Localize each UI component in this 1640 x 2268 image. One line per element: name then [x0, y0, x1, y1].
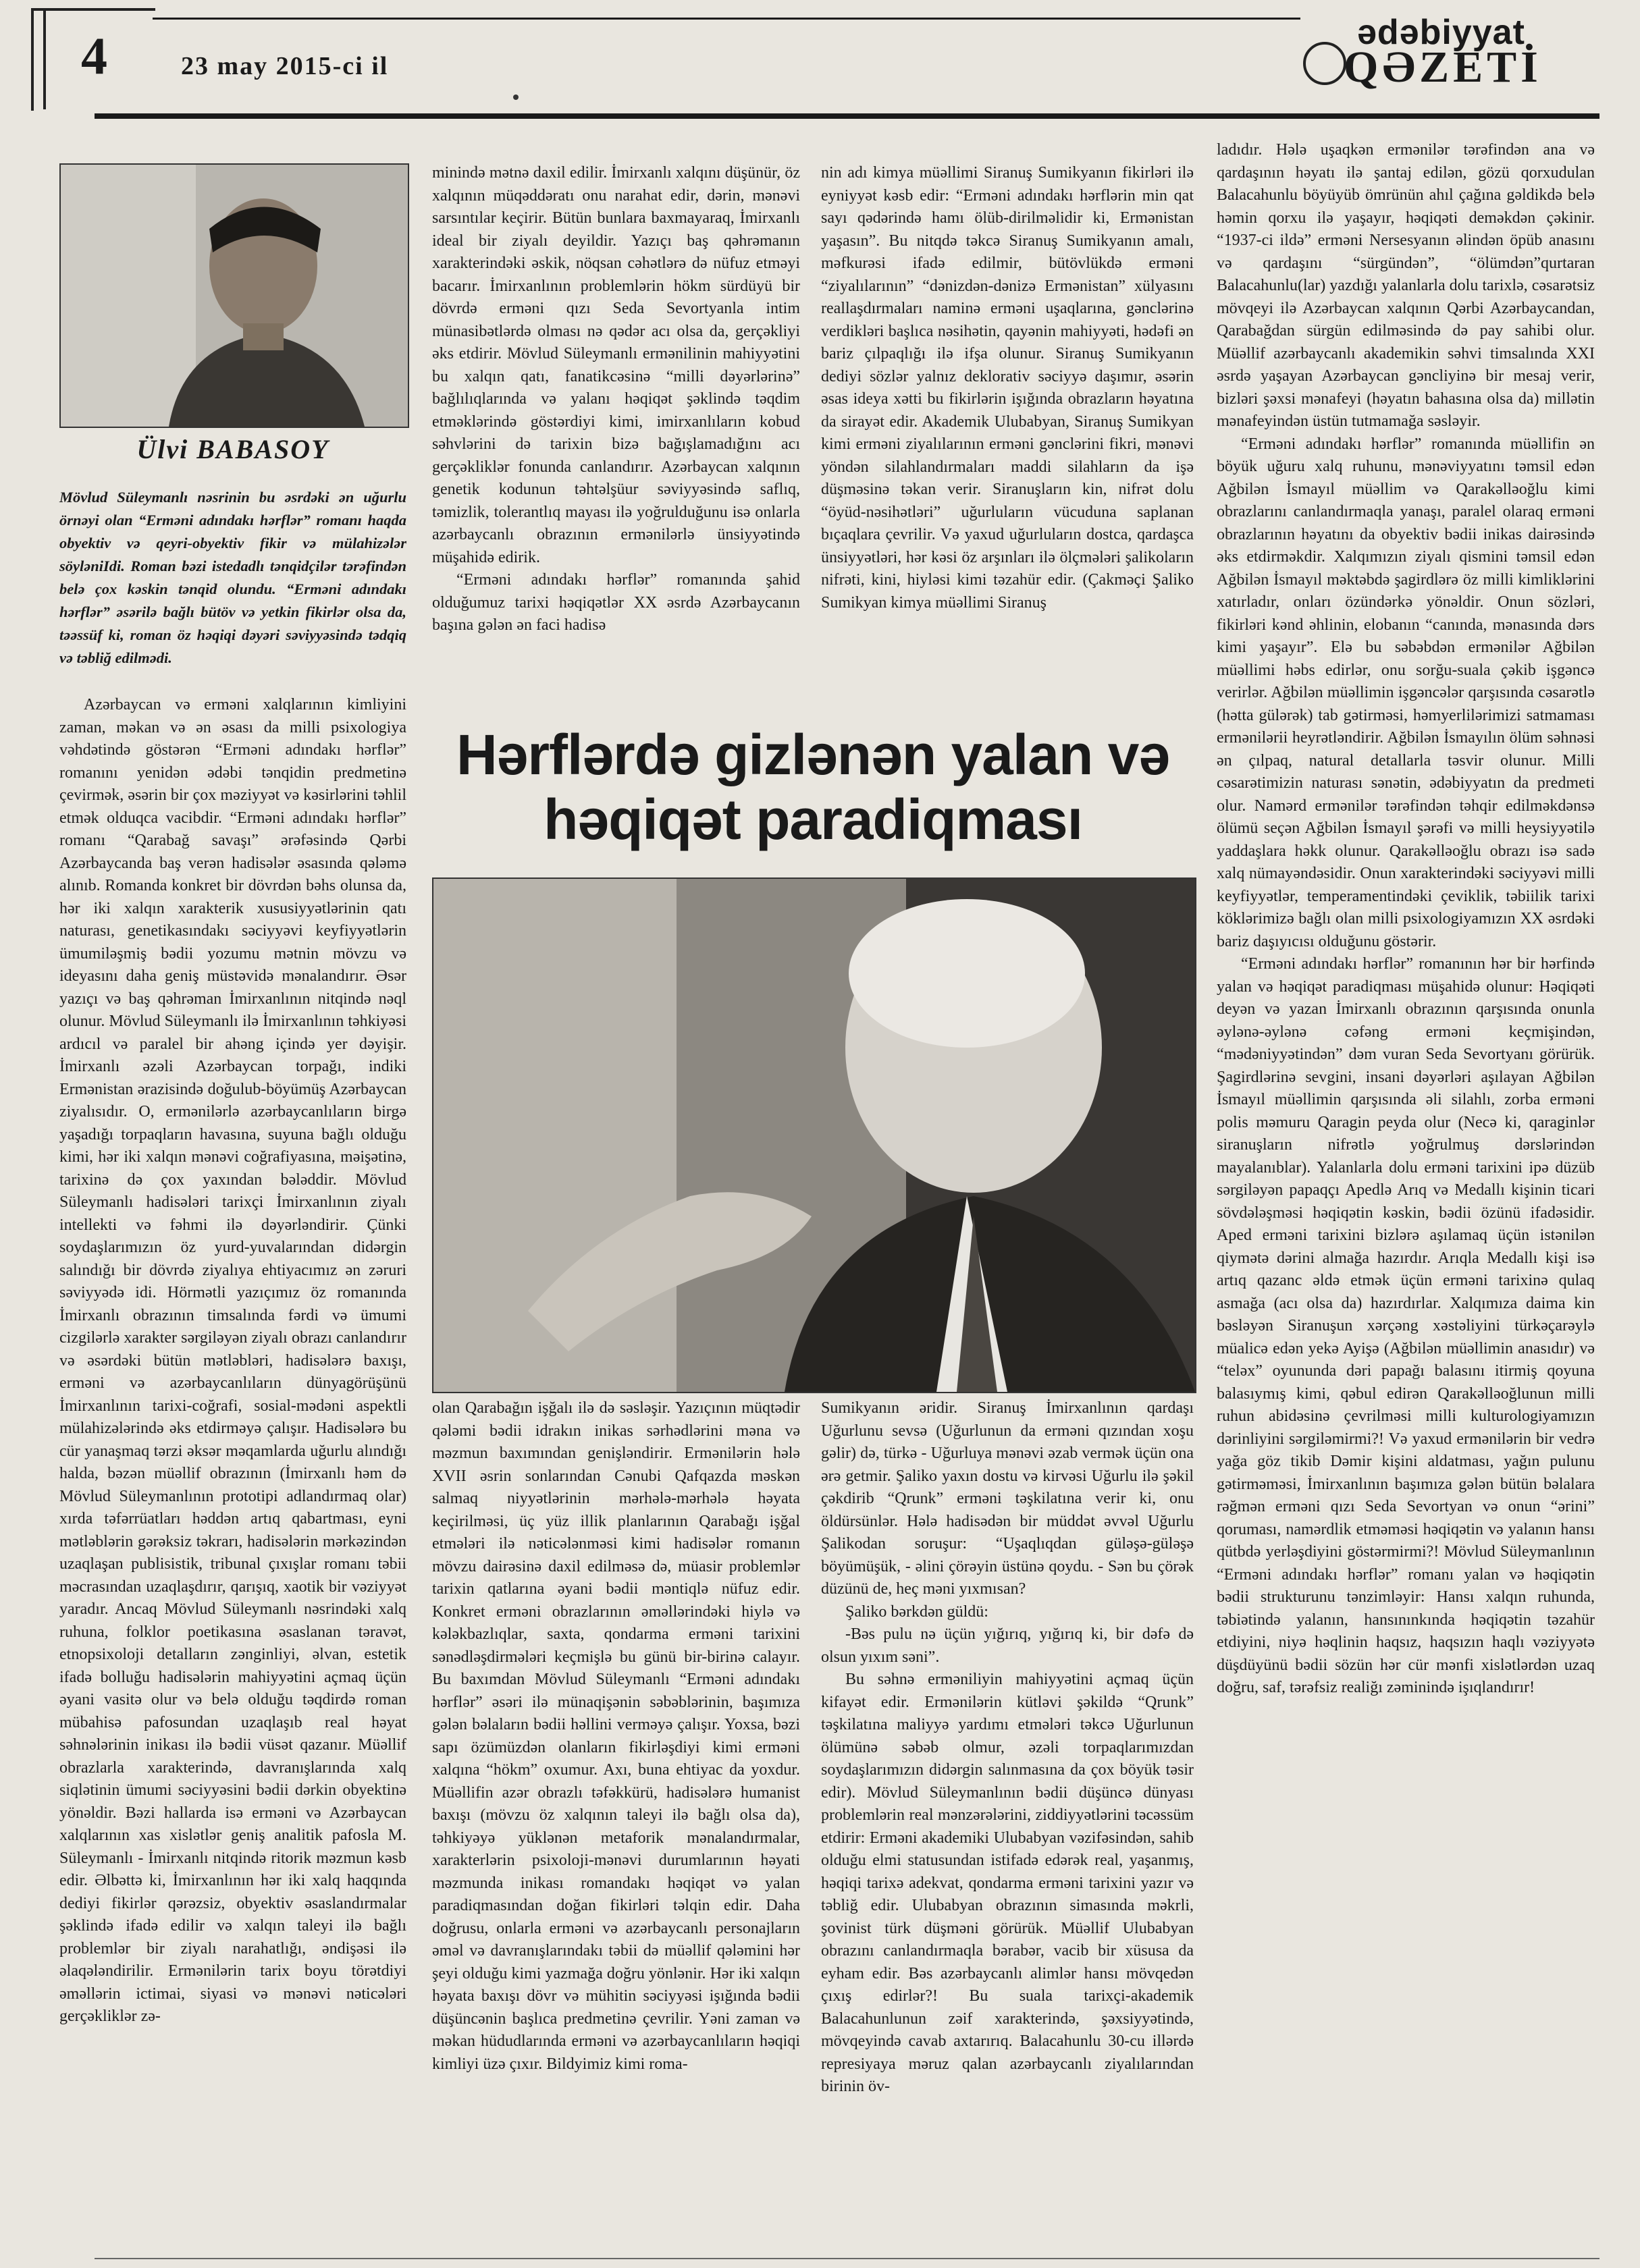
issue-date: 23 may 2015-ci il	[181, 52, 389, 80]
masthead-title-bottom: QƏZETİ	[1344, 43, 1542, 92]
article-lead: Mövlud Süleymanlı nəsrinin bu əsrdəki ən uğurlu örnəyi olan “Erməni adındakı hərflər” romanı haqda obyektiv və qeyri-obyektiv fikir və mülahizələr söyləniIdi. Roman bəzi istedadlı tənqidçilər tərəfindən belə çox kəskin tənqid olundu. “Erməni adındakı hərflər” əsərilə bağlı bütöv və yetkin fikirlər olsa da, təəssüf ki, roman öz həqiqi dəyəri səviyyəsində tədqiq və təbliğ edilmədi.	[59, 489, 406, 666]
article-column-2-bottom	[432, 1397, 800, 2251]
portrait-photo-icon	[433, 879, 1195, 1392]
article-column-2-top	[432, 162, 800, 722]
paragraph: ladıdır. Hələ uşaqkən ermənilər tərəfindən ana və qardaşının həyatı ilə şantaj edilən, gözü qorxudulan Balacahunlu böyüyüb ömrünün ahıl çağına gəldikdə belə həmin qorxu ilə yaşayır, həqiqəti deməkdən çəkinir. “1937-ci ildə” erməni Nersesyanın əlindən öpüb anasını və qardaşını “sürgündən”, “ölümdən”qurtaran Balacahunlu(lar) yazdığı yalanlarla dolu tarixlə, cəsarətsiz mövqeyi ilə Azərbaycan xalqının Qərbi Azərbaycandan, Qarabağdan sürgün edilməsində də pay sahibi olur. Müəllif azərbaycanlı akademikin səhvi timsalında XXI əsrdə yaşayan Azərbaycan gəncliyinə bir mesaj verir, bizləri şəxsi mənafeyi (həyatın bahasına olsa da) millətin mənafeyindən üstün tutmamağa səsləyir.	[1217, 141, 1595, 430]
article-column-4	[1217, 139, 1595, 2252]
masthead-emblem-icon	[1303, 42, 1346, 85]
author-byline: Ülvi BABASOY	[136, 434, 329, 464]
ink-dot	[513, 94, 519, 100]
main-photo	[432, 878, 1196, 1393]
top-rule	[153, 18, 1300, 20]
masthead-title-top: ədəbiyyat	[1357, 13, 1525, 52]
paragraph: Sumikyanın əridir. Siranuş İmirxanlının qardaşı Uğurlunu sevsə (Uğurlunun da erməni qızından xoşu gəlir) də, türkə - Uğurluya mənəvi əzab vermək üçün ona ərə getmir. Şaliko yaxın dostu və kirvəsi Uğurlu ilə şəkil çəkdirib “Qrunk” erməni təşkilatına verir ki, onu öldürsünlər. Hələ hadisədən bir müddət əvvəl Uğurlu Şalikodan soruşur: “Uşaqlıqdan güləşə-güləşə böyümüşük, - əlini çörəyin üstünə qoydu. - Sən bu çörək düzünü de, heç məni yıxmısan?	[821, 1399, 1194, 1598]
footer-rule	[95, 2258, 1599, 2259]
header-rule	[95, 113, 1599, 119]
article-headline: Hərflərdə gizlənən yalan və həqiqət paradiqması	[456, 723, 1170, 851]
article-column-1	[59, 694, 406, 2246]
paragraph: “Erməni adındakı hərflər” romanının hər bir hərfində yalan və həqiqət paradiqması müşahidə olunur: Həqiqəti deyən və yazan İmirxanlı obrazının qarşısında onunla əylənə-əylənə cəfəng erməni keçmişindən, “mədəniyyətindən” dəm vuran Seda Sevortyanı görürük. Şagirdlərinə sevgini, insani dəyərləri aşılayan Ağbilən İsmayıl müəllimin qarşısında əli silahlı, zorba erməni polis məmuru Qaragin peyda olur (Necə ki, qaraginlər siranuşların nifrətlə yoğrulmuş dərslərindən mayalanıblar). Yalanlarla dolu erməni tarixini ipə düzüb sərgiləyən papaqçı Apedlə Arıq və Medallı kişinin ticari sövdələşməsi həqiqətin kəskin, bədii özünü ifadəsidir. Aped erməni tarixini bizlərə aşılamaq üçün istənilən qiymətə dərini almağa hazırdır. Arıqla Medallı kişi isə artıq qazanc əldə etmək üçün erməni tarixinə qulaq asmağa (acı olsa da) hazırdırlar. Xalqımıza daima kin bəsləyən Siranuşun xərçəng xəstəliyini türkəçarəylə müalicə edən yekə Ayişə (Ağbilən müəllimin anasıdır) və “teləx” oyununda dəri papağı balasını itirmiş qoyuna balasıymış kimi, qəbul edirən Qarakəlləoğlunun milli ruhun abidəsinə çevrilməsi milli kulturologiyamızın dərinliyini sərgiləmirmi?! Və yaxud ermənilərin bir vedrə yağa göz tikib Dəmir kişini aldatması, yağın pulunu gətirməməsi, İmirxanlının başımıza gələn bütün bəlalara rəğmən erməni qızı Seda Sevortyan və onun “ərini” qoruması, namərdlik etməməsi həqiqətin və yalanın hansı qütbdə yerləşdiyini göstərmirmi?! Mövlud Süleymanlının “Erməni adındakı hərflər” romanı yalan və həqiqətin bədii strukturunu tənzimləyir: Hansı xalqın ruhunda, təbiətində yalanın, hansınınkında həqiqətin təzahür etdiyini, niyə həqlinin haqsız, haqsızın haqlı vəziyyətə düşdüyünü bədii sözün hər cür mənfi xislətlərdən uzaq doğru, saf, tərəfsiz realiğı zəminində işıqlandırır!	[1217, 955, 1595, 1696]
author-photo	[59, 163, 409, 428]
article-column-3-top	[821, 162, 1194, 722]
article-column-3-bottom	[821, 1397, 1194, 2251]
paragraph: “Erməni adındakı hərflər” romanında şahid olduğumuz tarixi həqiqətlər XX əsrdə Azərbaycanın başına gələn ən faci hadisə	[432, 571, 800, 634]
author-portrait-icon	[61, 165, 408, 427]
paragraph: minində mətnə daxil edilir. İmirxanlı xalqını düşünür, öz xalqının müqəddəratı onu narahat edir, dərin, mənəvi sarsıntılar keçirir. Bütün bunlara baxmayaraq, İmirxanlı ideal bir ziyalı deyildir. Yazıçı baş qəhrəmanın xarakterindəki əskik, nöqsan cəhətlərə də nüfuz etməyi bacarır. İmirxanlının problemlərin hökm sürdüyü bir dövrdə erməni qızı Seda Sevortyanla intim münasibətlərdə olması nə qədər acı olsa da, gerçəkliyi əks etdirir. Mövlud Süleymanlı ermənilinin mahiyyətini bu xalqın qatı, fanatikcəsinə “milli dəyərlərinə” bağlılıqlarında və yalanı həqiqət şəklində təqdim etməklərində göstərdiyi kimi, imirxanlıların kobud səhvlərini də tarixin bizə bağışlamadığını acı gerçəkliklər fonunda canlandırır. Azərbaycan xalqının genetik kodunun təhtəlşüur səviyyəsində saflıq, təmizlik, tolerantlıq mayası ilə yoğrulduğunu isə onlarla azərbaycanlı obrazının ermənilərlə ünsiyyətində müşahidə edirik.	[432, 164, 800, 566]
paragraph: Şaliko bərkdən güldü:	[845, 1602, 988, 1621]
paragraph: Bu səhnə erməniliyin mahiyyətini açmaq üçün kifayət edir. Ermənilərin kütləvi şəkildə “Qrunk” təşkilatına maliyyə yardımı etmələri təkcə Uğurlunun ölümünə səbəb olmur, əzəli torpaqlarımızdan soydaşlarımızın didərgin salınmasına da çox böyük təsir edir). Mövlud Süleymanlının bədii düşüncə dünyası problemlərin real mənzərələrini, ziddiyyətlərini təcəssüm etdirir: Erməni akademiki Ulubabyan vəzifəsindən, sahib olduğu elmi statusundan istifadə edərək real, yaşanmış, həqiqi tarixə adekvat, qondarma erməni tarixini yazır və təbliğ edir. Ulubabyan obrazının simasında məkrli, şovinist türk düşməni görürük. Müəllif Ulubabyan obrazını canlandırmaqla bərabər, vacib bir xüsusa da eyham edir. Bəs azərbaycanlı alimlər hansı mövqedən çıxış edirlər?! Bu suala tarixçi-akademik Balacahunlunun zəif xarakterində, şəxsiyyətində, mövqeyində cavab axtarırıq. Balacahunlu 30-cu illərdə represiyaya məruz qalan azərbaycanlı ziyalılarından birinin öv-	[821, 1671, 1194, 2095]
page-number: 4	[81, 26, 107, 85]
paragraph: -Bəs pulu nə üçün yığırıq, yığırıq ki, bir dəfə də olsun yıxım səni”.	[821, 1625, 1194, 1666]
paragraph: Azərbaycan və erməni xalqlarının kimliyini zaman, məkan və ən əsası da milli psixologiya vəhdətində göstərən “Erməni adındakı hərflər” romanını yenidən ədəbi tənqidin predmetinə çevirmək, əsərin bir çox məziyyət və kəsirlərini təhlil etmək olduqca vacibdir. “Erməni adındakı hərflər” romanı “Qarabağ savaşı” ərəfəsində Qərbi Azərbaycanda baş verən hadisələr əsasında qələmə alınıb. Romanda konkret bir dövrdən bəhs olunsa da, hər iki xalqın xarakterik xususiyyətlərinin qatı naturası, genetikasındakı səciyyəvi keyfiyyətlərin ümumiləşmiş bədii yozumu mətnin mövzu və ideyasını daha geniş müstəvidə mənalandırır. Əsər yazıçı və baş qəhrəman İmirxanlının nitqində nəql olunur. Mövlud Süleymanlı ilə İmirxanlının təhkiyəsi ardıcıl və paralel bir ahəng içində yer dəyişir. İmirxanlı əzəli Azərbaycan torpağı, indiki Ermənistan ərazisində doğulub-böyümüş Azərbaycan ziyalısıdır. O, ermənilərlə azərbaycanlıların birgə yaşadığı torpaqların havasına, suyuna bağlı olduğu kimi, hər iki xalqın mənəvi coğrafiyasına, məişətinə, tarixinə də çox yaxından bələddir. Mövlud Süleymanlı hadisələri tarixçi İmirxanlının ziyalı intellekti və fəhmi ilə dəyərləndirir. Çünki soydaşlarımızın öz yurd-yuvalarından didərgin salındığı bir dövrdə ziyalıya ehtiyacımız ən zəruri səviyyədə idi. Hörmətli yazıçımız öz romanında İmirxanlı obrazının timsalında fərdi və ümumi cizgilərlə xarakter sərgiləyən ziyalı obrazı canlandırır və əsərdəki bütün mətləbləri, hadisələrə baxışı, erməni və azərbaycanlıların dünyagörüşünü İmirxanlının tarixi-coğrafi, sosial-mədəni aspektli mülahizələrində əks etdirməyə çalışır. Hadisələrə bu cür yanaşmaq tərzi əksər məqamlarda uğurlu alındığı halda, bəzən müəllif obrazının (İmirxanlı həm də Mövlud Süleymanlının prototipi adlandırmaq olar) xırda təfərrüatları həddən artıq qabartması, eyni mətləblərin gərəksiz təkrarı, hadisələrin mərkəzindən uzaqlaşan publisistik, tribunal çıxışlar romanı təbii məcrasından uzaqlaşdırır, qarışıq, xaotik bir vəziyyət yaradır. Ancaq Mövlud Süleymanlı nəsrindəki xalq ruhuna, folklor poetikasına əsaslanan təravət, etnopsixoloji detalların zənginliyi, əlvan, estetik ifadə bolluğu hadisələrin mahiyyətini açmaq üçün əyani vasitə olur və belə olduğu təqdirdə roman mübahisə pafosundan uzaqlaşıb real həyat səhnələrinin inikası ilə bədii vüsət qazanır. Müəllif obrazlarla xarakterində, davranışlarında xalq siqlətinin ümumi səciyyəsini bədii dərkin obyektinə yönəldir. Bəzi hallarda isə erməni və Azərbaycan xalqlarının xas xislətlər geniş analitik pafosla M. Süleymanlı - İmirxanlı nitqində ritorik məzmun kəsb edir. Əlbəttə ki, İmirxanlının hər iki xalq haqqında dediyi fikirlər qərəzsiz, obyektiv əsaslandırmalar şəklində ifadə edilir və xalqın taleyi ilə bağlı problemlər bir ziyalı narahatlığı, əndişəsi ilə əlaqələndirilir. Ermənilərin tarix boyu törətdiyi əməllərin ictimai, siyasi və mənəvi nəticələri gerçəkliklər zə-	[59, 696, 406, 2025]
paragraph: nin adı kimya müəllimi Siranuş Sumikyanın fikirləri ilə eyniyyət kəsb edir: “Erməni adındakı hərflərin min qat sayı qədərində hamı ölüb-dirilməlidir ki, Ermənistan yaşasın”. Bu nitqdə təkcə Siranuş Sumikyanın amalı, məfkurəsi ifadə edilmir, bütövlükdə erməni “ziyalılarının” “dənizdən-dənizə Ermənistan” xülyasını reallaşdırmaları naminə erməni uşaqlarına, gənclərinə verdikləri başlıca nəsihətin, qayənin mahiyyəti, hədəfi ən bariz çılpaqlığı ilə ifşa olunur. Siranuş Sumikyanın dediyi sözlər yalnız deklorativ səciyyə daşımır, əsərin əsas ideya xətti bu fikirlərin işığında obrazların həyatına da sirayət edir. Akademik Ulubabyan, Siranuş Sumikyan kimi erməni ziyalılarının erməni gənclərini fikri, mənəvi yöndən silahlandırmaları maddi silahların da işə düşməsinə təkan verir. Siranuşların kin, nifrət dolu “öyüd-nəsihətləri” uğurluların vücuduna saplanan bıçaqlara çevrilir. Və yaxud uğurluların dostca, qardaşca ünsiyyətləri, hər kəsi öz arşınları ilə ölçmələri şalikoların nifrəti, kini, hiyləsi kimi təzahür edir. (Çakməçi Şaliko Sumikyan kimya müəllimi Siranuş	[821, 164, 1194, 612]
paragraph: olan Qarabağın işğalı ilə də səsləşir. Yazıçının müqtədir qələmi bədii idrakın inikas sərhədlərini məna və məzmun baxımından genişləndirir. Ermənilərin hələ XVII əsrin sonlarından Cənubi Qafqazda məskən salmaq niyyətlərinin mərhələ-mərhələ həyata keçirilməsi, üç yüz illik planlarının Qarabağı işğal etmələri ilə nəticələnməsi kimi hadisələr romanın mövzu dairəsinə daxil edilməsə də, müasir problemlər tarixin qatlarına əyani bədii məntiqlə nüfuz edir. Konkret erməni obrazlarının əməllərindəki hiylə və kələkbazlıqlar, saxta, qondarma erməni tarixini sənədləşdirmələri keçmişlə bu günü bir-birinə calayır. Bu baxımdan Mövlud Süleymanlı “Erməni adındakı hərflər” əsəri ilə münaqişənin səbəblərinin, başımıza gələn bəlaların bədii həllini verməyə çalışır. Yoxsa, bəzi sapı özümüzdən olanların fikirləşdiyi kimi erməni xalqına “hökm” oxumur. Axı, buna ehtiyac da yoxdur. Müəllifin azər obrazlı təfəkkürü, hadisələrə humanist baxışı (mövzu öz xalqının taleyi ilə bağlı olsa da), təhkiyəyə yüklənən metaforik mənalandırmalar, xarakterlərin psixoloji-mənəvi durumlarının həyati məzmunda inikası romandakı həqiqət və yalan paradiqmasından doğan fikirləri təlqin edir. Daha doğrusu, onlarla erməni və azərbaycanlı personajların əməl və davranışlarındakı təbii də müəllif qələmini hər şeyi olduğu kimi yazmağa doğru yönlənir. Hər iki xalqın həyata baxışı dövr və mühitin səciyyəsi işığında bədii düşüncənin başlıca predmetinə çevrilir. Yəni zaman və məkan hüdudlarında erməni və azərbaycanlıların həqiqi kimliyi üzə çıxır. Bildyimiz kimi roma-	[432, 1399, 800, 2073]
paragraph: “Erməni adındakı hərflər” romanında müəllifin ən böyük uğuru xalq ruhunu, mənəviyyatını təmsil edən Ağbilən İsmayıl müəllim və Qarakəlləoğlu kimi obrazlarını canlandırmaqla yanaşı, paralel olaraq erməni obrazlarının həyatını da obyektiv bədii inikas dairəsində əks etdirməkdir. Xalqımızın ziyalı qismini təmsil edən Ağbilən İsmayıl məktəbdə şagirdlərə öz milli kimliklərini xatırladır, onları özündərkə yönəldir. Onun sözləri, fikirləri kənd əhlinin, elobanın “canında, mənasında dərs kimi yaşayır”. Elə bu səbəbdən ermənilər Ağbilən müəllimi həbs edirlər, onu sorğu-suala çəkib işgəncə verirlər. Ağbilən müəllimin işgəncələr qarşısında cəsarətlə (hətta gülərək) tab gətirməsi, həmyerlilərimizi satmaması ermənilərii heyrətləndirir. Ağbilən İsmayılın ölüm səhnəsi ən çılpaq, natural detallarla təsvir olunur. Milli cəsarətimizin naturası sənətin, ədəbiyyatın da predmeti olur. Namərd ermənilər tərəfindən təhqir edilməkdənsə ölümü seçən Ağbilən İsmayıl şərəfi və milli heysiyyətilə yaddaşlara həkk olunur. Qarakəlləoğlu obrazı isə sadə xalq nümayəndəsidir. Onun xarakterindəki səciyyəvi milli keyfiyyətlər, temperamentindəki çeviklik, təbiilik tarixi köklərimizə bağlı olan milli psixologiyamızın XX əsrdəki bariz daşıyıcısı olduğunu göstərir.	[1217, 435, 1595, 950]
